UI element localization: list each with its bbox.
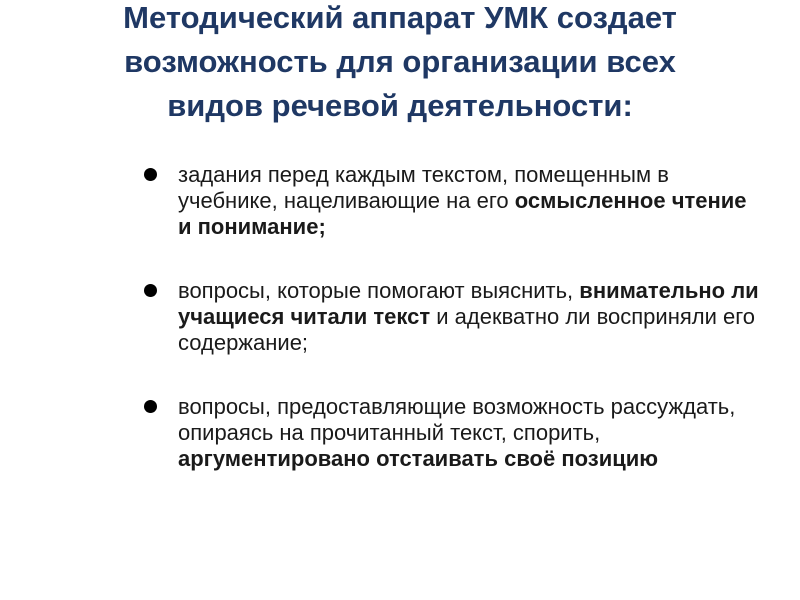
slide-title: Методический аппарат УМК создает возможность для организации всех видов речевой деятельности: [123, 0, 677, 123]
bullet-dot-icon [144, 284, 157, 297]
bullet-item-1 [144, 162, 764, 240]
bullet-2-text: вопросы, которые помогают выяснить, [178, 278, 580, 303]
bullet-3-bold: аргументировано отстаивать своё позицию [178, 446, 659, 471]
bullet-2-text-end: и адекватно ли восприняли его содержание; [178, 304, 756, 355]
bullet-1-bold: осмысленное чтение и понимание; [178, 188, 747, 239]
bullet-2-bold: внимательно ли учащиеся читали текст [178, 278, 759, 329]
bullet-dot-icon [144, 168, 157, 181]
bullet-list [144, 162, 764, 510]
bullet-3-text: вопросы, предоставляющие возможность рассуждать, опираясь на прочитанный текст, спорить, [178, 394, 736, 445]
bullet-item-3 [144, 394, 764, 472]
bullet-item-2 [144, 278, 764, 356]
bullet-1-text: задания перед каждым текстом, помещенным в учебнике, нацеливающие на его [178, 162, 669, 213]
bullet-dot-icon [144, 400, 157, 413]
